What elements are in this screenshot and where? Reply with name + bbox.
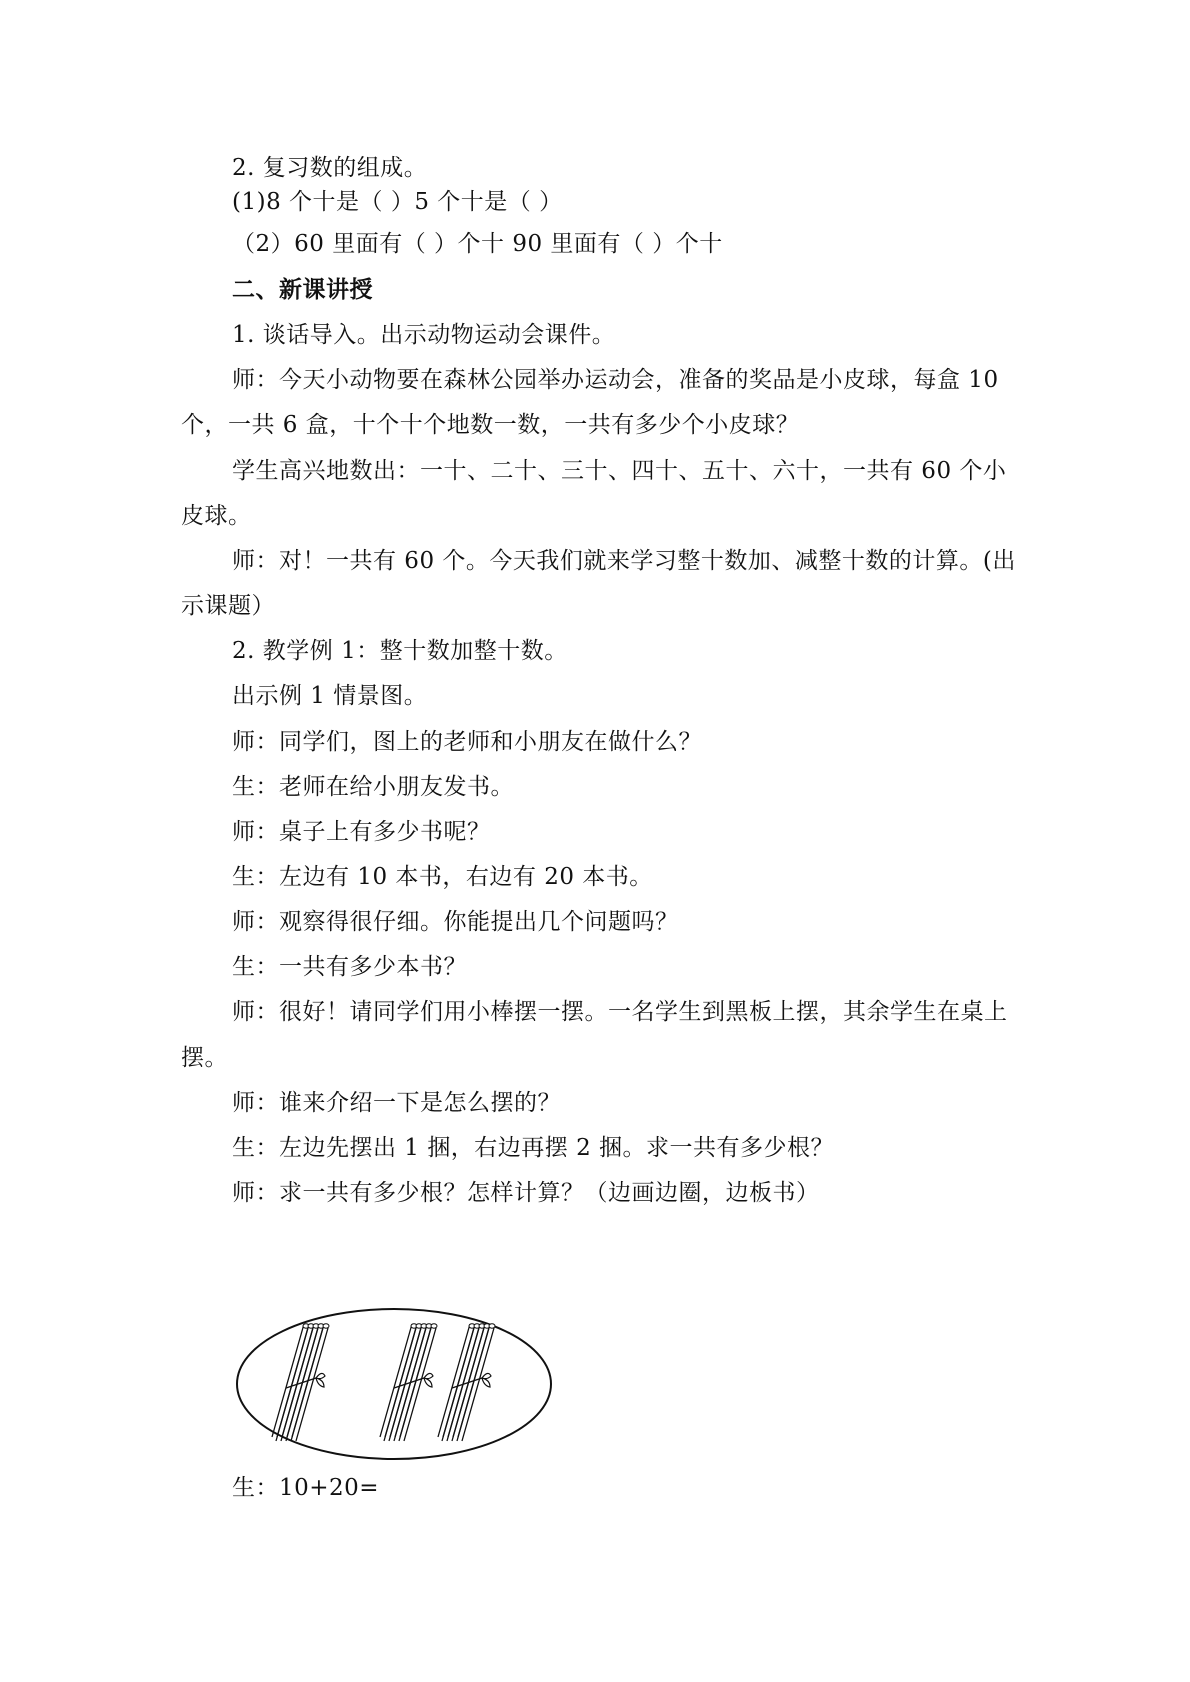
- stick: [395, 1324, 427, 1437]
- student-line-8: 生：10+20=: [232, 1475, 380, 1501]
- student-line-5: 生：一共有多少本书？: [232, 954, 467, 980]
- students-line-b: 皮球。: [181, 503, 252, 529]
- stick-bundle: [380, 1324, 437, 1441]
- teacher-line-6a: 师：很好！请同学们用小棒摆一摆。一名学生到黑板上摆，其余学生在桌上: [232, 999, 1008, 1025]
- stick: [443, 1324, 475, 1437]
- teacher-line-7: 师：谁来介绍一下是怎么摆的？: [232, 1090, 561, 1116]
- example-show: 出示例 1 情景图。: [232, 683, 428, 709]
- stick: [287, 1324, 319, 1437]
- teacher-line-8: 师：求一共有多少根？怎样计算？（边画边圈，边板书）: [232, 1180, 820, 1206]
- stick-bundle: [438, 1324, 495, 1441]
- stick-bundles-figure: [234, 1306, 554, 1462]
- stick: [380, 1324, 412, 1437]
- teacher-line-1a: 师：今天小动物要在森林公园举办运动会，准备的奖品是小皮球，每盒 10: [232, 367, 999, 393]
- student-line-3: 生：老师在给小朋友发书。: [232, 774, 514, 800]
- teacher-line-2a: 师：对！一共有 60 个。今天我们就来学习整十数加、减整十数的计算。(出: [232, 548, 1016, 574]
- stick-end: [489, 1324, 495, 1328]
- intro-title: 1. 谈话导入。出示动物运动会课件。: [232, 322, 616, 348]
- teacher-line-1b: 个，一共 6 盒，十个十个地数一数，一共有多少个小皮球？: [181, 412, 800, 438]
- teacher-line-6b: 摆。: [181, 1045, 228, 1071]
- teacher-line-3: 师：同学们，图上的老师和小朋友在做什么？: [232, 729, 702, 755]
- teacher-line-2b: 示课题）: [181, 593, 275, 619]
- stick: [453, 1324, 485, 1437]
- stick-end: [323, 1324, 329, 1328]
- review-title: 2. 复习数的组成。: [232, 155, 428, 181]
- bundle-bow: [316, 1373, 325, 1387]
- students-line-a: 学生高兴地数出：一十、二十、三十、四十、五十、六十，一共有 60 个小: [232, 458, 1007, 484]
- review-question-1: (1)8 个十是（ ）5 个十是（ ）: [232, 189, 563, 215]
- bundle-bow: [482, 1373, 491, 1387]
- student-line-7: 生：左边先摆出 1 捆，右边再摆 2 捆。求一共有多少根？: [232, 1135, 835, 1161]
- stick-end: [431, 1324, 437, 1328]
- bundle-bow: [424, 1373, 433, 1387]
- student-line-4: 生：左边有 10 本书，右边有 20 本书。: [232, 864, 653, 890]
- teacher-line-4: 师：桌子上有多少书呢？: [232, 819, 491, 845]
- stick: [277, 1324, 309, 1437]
- stick-bundles: [272, 1324, 495, 1441]
- example-title: 2. 教学例 1：整十数加整十数。: [232, 638, 568, 664]
- section-heading: 二、新课讲授: [232, 276, 373, 303]
- stick: [438, 1324, 470, 1437]
- grouping-oval: [237, 1309, 551, 1459]
- stick: [385, 1324, 417, 1437]
- teacher-line-5: 师：观察得很仔细。你能提出几个问题吗？: [232, 909, 679, 935]
- review-question-2: （2）60 里面有（ ）个十 90 里面有（ ）个十: [232, 231, 723, 257]
- stick: [272, 1324, 304, 1437]
- stick-bundle: [272, 1324, 329, 1441]
